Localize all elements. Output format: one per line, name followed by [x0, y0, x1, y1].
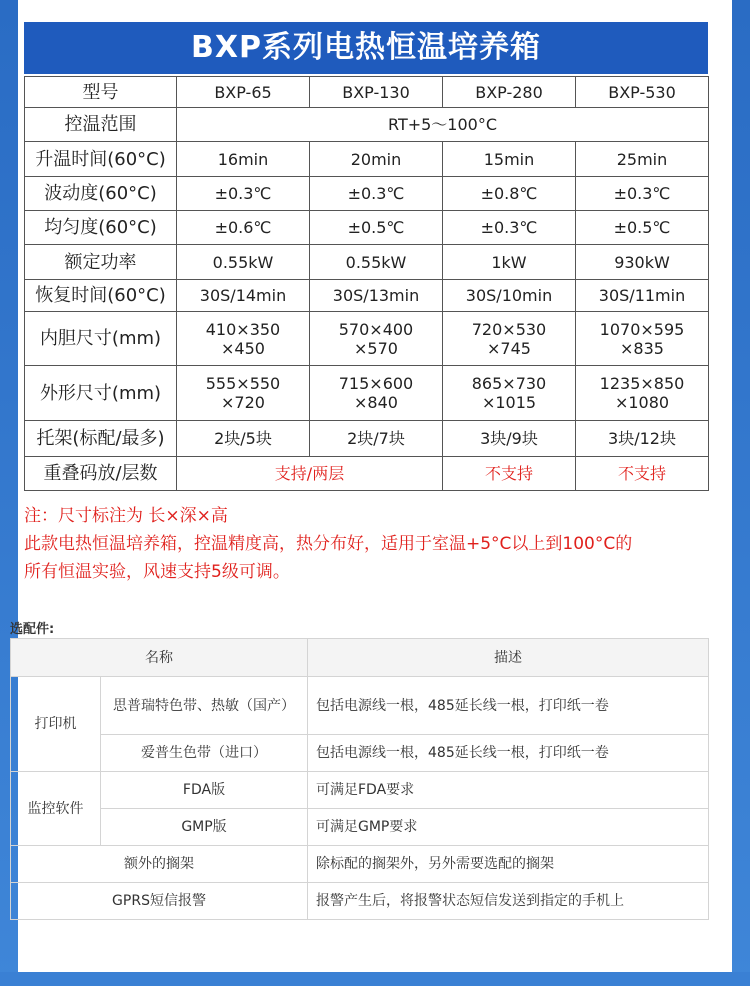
dim-line: ×835	[620, 338, 664, 358]
spec-cell: ±0.3℃	[576, 177, 709, 211]
spec-cell: ±0.3℃	[443, 211, 576, 245]
spec-cell: 3块/12块	[576, 421, 709, 457]
accessory-desc: 除标配的搁架外，另外需要选配的搁架	[308, 846, 709, 883]
spec-row-label: 升温时间(60°C)	[25, 142, 177, 177]
spec-row-temp-range	[25, 108, 709, 142]
spec-cell: 0.55kW	[310, 245, 443, 280]
spec-row-label: 恢复时间(60°C)	[25, 280, 177, 312]
accessory-name: 思普瑞特色带、热敏（国产）	[101, 677, 308, 735]
spec-row-label: 托架(标配/最多)	[25, 421, 177, 457]
spec-row	[25, 177, 709, 211]
header-name: 名称	[11, 639, 308, 677]
spec-cell: 2块/7块	[310, 421, 443, 457]
spec-cell: ±0.5℃	[576, 211, 709, 245]
spec-row	[25, 211, 709, 245]
spec-cell: 25min	[576, 142, 709, 177]
accessory-desc: 可满足FDA要求	[308, 772, 709, 809]
spec-cell	[310, 312, 443, 366]
spec-row-label: 重叠码放/层数	[25, 457, 177, 491]
accessory-row	[11, 883, 709, 920]
spec-cell: ±0.3℃	[310, 177, 443, 211]
spec-cell: 30S/11min	[576, 280, 709, 312]
spec-cell: 930kW	[576, 245, 709, 280]
spec-cell: 15min	[443, 142, 576, 177]
accessories-title: 选配件:	[10, 622, 55, 637]
note-line: 注：尺寸标注为 长×深×高	[24, 506, 228, 526]
blue-frame-bottom	[0, 972, 750, 986]
accessory-row	[11, 772, 709, 809]
spec-row-label: 内胆尺寸(mm)	[25, 312, 177, 366]
accessory-desc: 可满足GMP要求	[308, 809, 709, 846]
note-line: 此款电热恒温培养箱，控温精度高，热分布好，适用于室温+5°C以上到100°C的	[24, 534, 633, 554]
dim-line: 715×600	[338, 374, 414, 393]
accessory-name: 额外的搁架	[11, 846, 308, 883]
spec-cell	[177, 312, 310, 366]
spec-cell: 20min	[310, 142, 443, 177]
spec-cell: ±0.6℃	[177, 211, 310, 245]
dim-line: 865×730	[471, 374, 547, 393]
spec-row-label: 控温范围	[25, 108, 177, 142]
dim-line: ×720	[221, 393, 265, 412]
spec-row-label: 额定功率	[25, 245, 177, 280]
accessory-desc: 包括电源线一根，485延长线一根，打印纸一卷	[308, 677, 709, 735]
accessories-header-row	[11, 639, 709, 677]
spec-cell	[177, 366, 310, 421]
spec-cell	[576, 366, 709, 421]
accessory-row	[11, 846, 709, 883]
spec-row	[25, 280, 709, 312]
dim-line: 410×350	[205, 319, 281, 339]
accessory-name: FDA版	[101, 772, 308, 809]
spec-cell: 0.55kW	[177, 245, 310, 280]
accessory-desc: 报警产生后，将报警状态短信发送到指定的手机上	[308, 883, 709, 920]
accessory-row	[11, 809, 709, 846]
dim-line: 1070×595	[599, 319, 685, 339]
accessory-row	[11, 677, 709, 735]
blue-frame-right	[732, 0, 750, 986]
spec-cell: 30S/10min	[443, 280, 576, 312]
spec-cell: 支持/两层	[177, 457, 443, 491]
note-line: 所有恒温实验，风速支持5级可调。	[24, 562, 290, 582]
spec-header-cell: 型号	[25, 77, 177, 108]
spec-header-cell: BXP-130	[310, 77, 443, 108]
spec-header-cell: BXP-65	[177, 77, 310, 108]
spec-header-cell: BXP-280	[443, 77, 576, 108]
notes-block	[24, 502, 714, 586]
accessory-name: GPRS短信报警	[11, 883, 308, 920]
spec-row	[25, 245, 709, 280]
spec-cell: 3块/9块	[443, 421, 576, 457]
accessories-table	[10, 638, 709, 920]
page-title: BXP系列电热恒温培养箱	[24, 22, 708, 74]
dim-line: ×1080	[614, 393, 670, 412]
spec-cell	[443, 366, 576, 421]
spec-row-label: 均匀度(60°C)	[25, 211, 177, 245]
spec-table	[24, 76, 709, 491]
spec-cell: 不支持	[576, 457, 709, 491]
spec-header-cell: BXP-530	[576, 77, 709, 108]
spec-row	[25, 421, 709, 457]
spec-cell: ±0.5℃	[310, 211, 443, 245]
dim-line: ×745	[487, 338, 531, 358]
accessory-desc: 包括电源线一根，485延长线一根，打印纸一卷	[308, 735, 709, 772]
spec-row-label: 波动度(60°C)	[25, 177, 177, 211]
spec-cell: 1kW	[443, 245, 576, 280]
dim-line: ×1015	[481, 393, 537, 412]
dim-line: 570×400	[338, 319, 414, 339]
spec-cell: 不支持	[443, 457, 576, 491]
accessory-category: 监控软件	[11, 772, 101, 846]
spec-cell: RT+5～100°C	[177, 108, 709, 142]
accessory-row	[11, 735, 709, 772]
spec-row-stack	[25, 457, 709, 491]
dim-line: ×450	[221, 338, 265, 358]
spec-row	[25, 366, 709, 421]
spec-cell: ±0.8℃	[443, 177, 576, 211]
dim-line: 555×550	[205, 374, 281, 393]
spec-row	[25, 142, 709, 177]
accessory-name: 爱普生色带（进口）	[101, 735, 308, 772]
header-desc: 描述	[308, 639, 709, 677]
spec-cell: 2块/5块	[177, 421, 310, 457]
spec-cell	[310, 366, 443, 421]
spec-cell	[576, 312, 709, 366]
spec-row-label: 外形尺寸(mm)	[25, 366, 177, 421]
spec-cell: 16min	[177, 142, 310, 177]
spec-row	[25, 312, 709, 366]
dim-line: 1235×850	[599, 374, 685, 393]
accessory-category: 打印机	[11, 677, 101, 772]
dim-line: ×570	[354, 338, 398, 358]
spec-cell: 30S/14min	[177, 280, 310, 312]
spec-header-row	[25, 77, 709, 108]
dim-line: 720×530	[471, 319, 547, 339]
accessory-name: GMP版	[101, 809, 308, 846]
spec-cell	[443, 312, 576, 366]
dim-line: ×840	[354, 393, 398, 412]
spec-cell: ±0.3℃	[177, 177, 310, 211]
spec-cell: 30S/13min	[310, 280, 443, 312]
